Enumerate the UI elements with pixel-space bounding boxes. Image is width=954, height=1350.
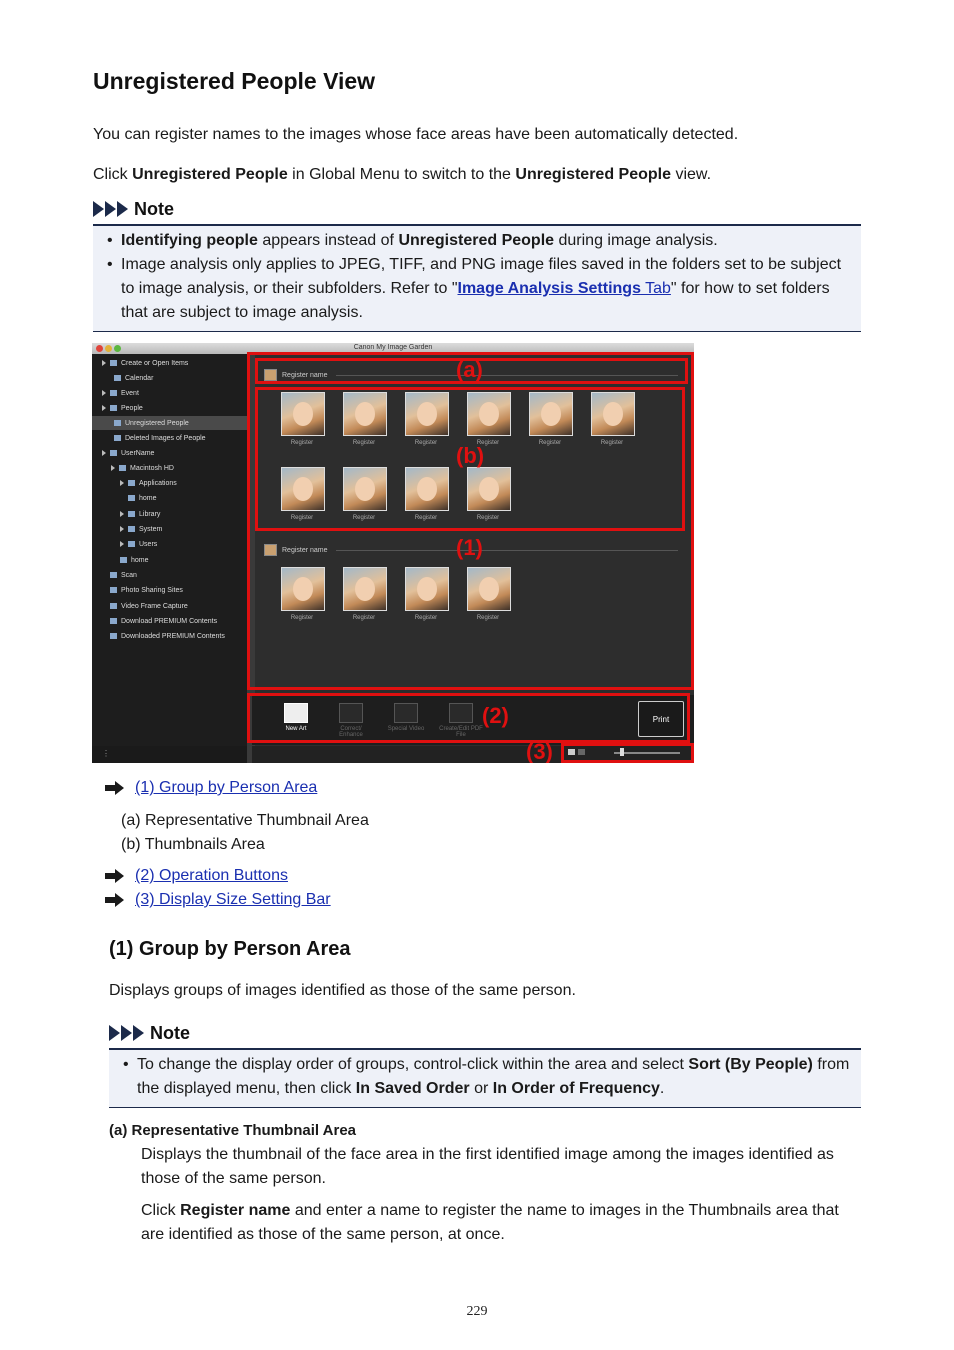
note-item: • Image analysis only applies to JPEG, TIFF, and PNG image files saved in the folders set to be subject to image analysis, or their subfolders. Refer to "Image Analysis Settings Tab" for how to set folders that are subject to image analysis. [107,256,842,321]
register-label[interactable]: Register [414,515,438,521]
register-label[interactable]: Register [414,615,438,621]
sidebar-item-video-frame[interactable]: Video Frame Capture [92,599,265,613]
thumbs-area-label: (b) Thumbnails Area [121,836,265,853]
page-title: Unregistered People View [93,68,376,94]
note-icon [93,201,129,217]
note-icon [109,1025,145,1041]
register-name-bar[interactable]: Register name [264,543,678,557]
link-row [105,867,288,885]
sidebar-item-event[interactable]: Event [92,386,257,400]
section-desc: Displays groups of images identified as those of the same person. [109,982,576,999]
sidebar-item-people[interactable]: People [92,401,257,415]
display-size-link[interactable]: (3) Display Size Setting Bar [135,891,331,908]
sidebar-item-calendar[interactable]: Calendar [92,371,269,385]
sidebar-item-downloaded-premium[interactable]: Downloaded PREMIUM Contents [92,629,265,643]
register-label[interactable]: Register [290,515,314,521]
register-label[interactable]: Register [290,440,314,446]
sidebar-item-photo-sharing[interactable]: Photo Sharing Sites [92,583,265,597]
sidebar-item-macintosh-hd[interactable]: Macintosh HD [92,461,266,475]
callout-box-1 [247,352,694,690]
register-label[interactable]: Register [476,440,500,446]
subsection-paragraph: Click Register name and enter a name to register the name to images in the Thumbnails area that are identified as those of the same person, at once. [141,1202,839,1243]
callout-label-3: (3) [526,739,553,763]
register-label[interactable]: Register [414,440,438,446]
group-by-person-link[interactable]: (1) Group by Person Area [135,779,318,796]
sidebar-item-home[interactable]: home [92,491,283,505]
sidebar-item-create[interactable]: Create or Open Items [92,356,257,370]
sidebar-item-username[interactable]: UserName [92,446,257,460]
callout-label-a: (a) [456,357,483,382]
page-number: 229 [466,1304,488,1319]
note-item: • To change the display order of groups, control-click within the area and select Sort (By People) from the displayed menu, then click In Saved Order or In Order of Frequency. [123,1056,850,1097]
sidebar-item-deleted-people[interactable]: Deleted Images of People [92,431,269,445]
register-label[interactable]: Register [476,515,500,521]
rep-thumb-label: (a) Representative Thumbnail Area [121,812,369,829]
new-art-button[interactable]: New Art [274,703,318,732]
register-label[interactable]: Register [538,440,562,446]
callout-box-3 [561,743,694,763]
special-video-button[interactable]: Special Video [384,703,428,732]
sidebar-item-home-2[interactable]: home [92,553,275,567]
window-title: Canon My Image Garden [353,344,433,351]
callout-label-1: (1) [456,535,483,560]
note-heading: Note [109,1021,190,1045]
image-analysis-settings-link[interactable]: Image Analysis Settings Tab [457,280,671,297]
note-heading: Note [93,197,174,221]
arrow-right-icon [105,870,127,882]
print-button[interactable]: Print [638,701,684,737]
global-menu [92,354,247,746]
arrow-right-icon [105,894,127,906]
register-label[interactable]: Register [290,615,314,621]
sidebar-item-applications[interactable]: Applications [92,476,275,490]
register-label[interactable]: Register [352,440,376,446]
sidebar-footer [92,746,247,763]
register-label[interactable]: Register [476,615,500,621]
section-heading: (1) Group by Person Area [109,938,351,960]
link-row [105,779,317,797]
note-item: • Identifying people appears instead of Unregistered People during image analysis. [107,232,718,249]
correct-enhance-button[interactable]: Correct/ Enhance [329,703,373,738]
create-edit-pdf-button[interactable]: Create/Edit PDF File [439,703,483,738]
register-name-bar[interactable]: Register name [264,368,678,382]
register-label[interactable]: Register [600,440,624,446]
sidebar-item-download-premium[interactable]: Download PREMIUM Contents [92,614,265,628]
callout-label-2: (2) [482,703,509,728]
intro-text: You can register names to the images whose face areas have been automatically detected. [93,126,739,143]
callout-label-b: (b) [456,443,485,468]
sidebar-item-library[interactable]: Library [92,507,275,521]
operation-buttons-link[interactable]: (2) Operation Buttons [135,867,288,884]
sidebar-item-users[interactable]: Users [92,537,275,551]
register-label[interactable]: Register [352,515,376,521]
callout-box-2 [247,693,690,743]
link-row [105,891,331,909]
arrow-right-icon [105,782,127,794]
subsection-paragraph: Displays the thumbnail of the face area in the first identified image among the images identified as those of the same person. [141,1146,834,1187]
sidebar-item-system[interactable]: System [92,522,275,536]
register-label[interactable]: Register [352,615,376,621]
app-screenshot [92,343,694,763]
more-icon[interactable]: ⋮ [102,749,110,758]
sidebar-item-scan[interactable]: Scan [92,568,265,582]
sidebar-item-unregistered-people[interactable]: Unregistered People [92,416,269,430]
click-instruction: Click Unregistered People in Global Menu to switch to the Unregistered People view. [93,166,712,183]
subsection-heading: (a) Representative Thumbnail Area [109,1122,357,1139]
